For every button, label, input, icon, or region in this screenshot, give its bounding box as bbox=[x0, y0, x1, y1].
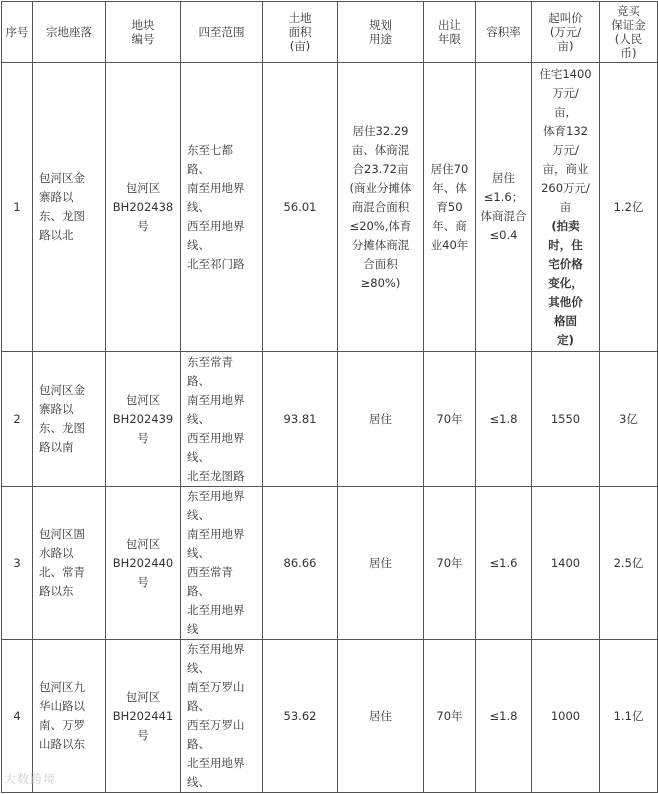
cell-term: 70年 bbox=[424, 487, 476, 640]
header-deposit: 竞买 保证金 (人民 币) bbox=[600, 2, 658, 63]
cell-far: ≤1.8 bbox=[476, 352, 532, 487]
header-plot-no: 地块 编号 bbox=[106, 2, 181, 63]
cell-area: 56.01 bbox=[263, 63, 338, 352]
cell-deposit: 3亿 bbox=[600, 352, 658, 487]
cell-plot-no: 包河区 BH202441号 bbox=[106, 640, 181, 793]
cell-use: 居住 bbox=[338, 640, 424, 793]
price-note: (拍卖 时，住 宅价格 变化， 其他价 格固 定) bbox=[548, 218, 583, 347]
cell-location: 包河区金 寨路以 东、龙图 路以北 bbox=[33, 63, 106, 352]
cell-start-price: 1550 bbox=[532, 352, 600, 487]
header-start-price: 起叫价 (万元/ 亩) bbox=[532, 2, 600, 63]
cell-seq: 4 bbox=[2, 640, 33, 793]
cell-area: 93.81 bbox=[263, 352, 338, 487]
cell-plot-no: 包河区 BH202439号 bbox=[106, 352, 181, 487]
header-term: 出让 年限 bbox=[424, 2, 476, 63]
cell-term: 居住70 年、体 育50 年、商 业40年 bbox=[424, 63, 476, 352]
cell-boundary: 东至七都 路、 南至用地界 线、 西至用地界 线、 北至祁门路 bbox=[181, 63, 263, 352]
land-auction-table bbox=[1, 1, 658, 793]
header-seq: 序号 bbox=[2, 2, 33, 63]
cell-area: 53.62 bbox=[263, 640, 338, 793]
cell-plot-no: 包河区 BH202438号 bbox=[106, 63, 181, 352]
header-location: 宗地座落 bbox=[33, 2, 106, 63]
cell-deposit: 1.1亿 bbox=[600, 640, 658, 793]
cell-start-price: 1400 bbox=[532, 487, 600, 640]
cell-location: 包河区九 华山路以 南、万罗 山路以东 bbox=[33, 640, 106, 793]
cell-location: 包河区金 寨路以 东、龙图 路以南 bbox=[33, 352, 106, 487]
header-row bbox=[2, 2, 658, 63]
cell-area: 86.66 bbox=[263, 487, 338, 640]
cell-start-price: 住宅1400 万元/ 亩， 体育132 万元/ 亩，商业 260万元/ 亩 (拍卖 时，住 宅价格 变化， 其他价 格固 定) bbox=[532, 63, 600, 352]
cell-far: ≤1.8 bbox=[476, 640, 532, 793]
cell-location: 包河区圄 水路以 北、常青 路以东 bbox=[33, 487, 106, 640]
header-area: 土地 面积 (亩) bbox=[263, 2, 338, 63]
cell-start-price: 1000 bbox=[532, 640, 600, 793]
header-far: 容积率 bbox=[476, 2, 532, 63]
cell-use: 居住 bbox=[338, 487, 424, 640]
table-row bbox=[2, 352, 658, 487]
cell-far: 居住 ≤1.6； 体商混合 ≤0.4 bbox=[476, 63, 532, 352]
table-row bbox=[2, 640, 658, 793]
cell-plot-no: 包河区 BH202440号 bbox=[106, 487, 181, 640]
watermark: 大数跨境 bbox=[4, 772, 57, 786]
cell-seq: 3 bbox=[2, 487, 33, 640]
table-row bbox=[2, 487, 658, 640]
cell-use: 居住 bbox=[338, 352, 424, 487]
cell-boundary: 东至常青 路、 南至用地界 线、 西至用地界 线、 北至龙图路 bbox=[181, 352, 263, 487]
cell-boundary: 东至用地界 线、 南至用地界 线、 西至常青 路、 北至用地界 线 bbox=[181, 487, 263, 640]
header-boundary: 四至范围 bbox=[181, 2, 263, 63]
cell-term: 70年 bbox=[424, 352, 476, 487]
cell-far: ≤1.6 bbox=[476, 487, 532, 640]
cell-deposit: 2.5亿 bbox=[600, 487, 658, 640]
cell-term: 70年 bbox=[424, 640, 476, 793]
cell-use: 居住32.29 亩、体商混 合23.72亩 (商业分摊体 商混合面积 ≤20%,体育 分摊体商混 合面积 ≥80%) bbox=[338, 63, 424, 352]
cell-seq: 2 bbox=[2, 352, 33, 487]
cell-seq: 1 bbox=[2, 63, 33, 352]
header-use: 规划 用途 bbox=[338, 2, 424, 63]
cell-deposit: 1.2亿 bbox=[600, 63, 658, 352]
cell-boundary: 东至用地界 线、 南至万罗山 路、 西至万罗山 路、 北至用地界 线、 bbox=[181, 640, 263, 793]
table-row bbox=[2, 63, 658, 352]
